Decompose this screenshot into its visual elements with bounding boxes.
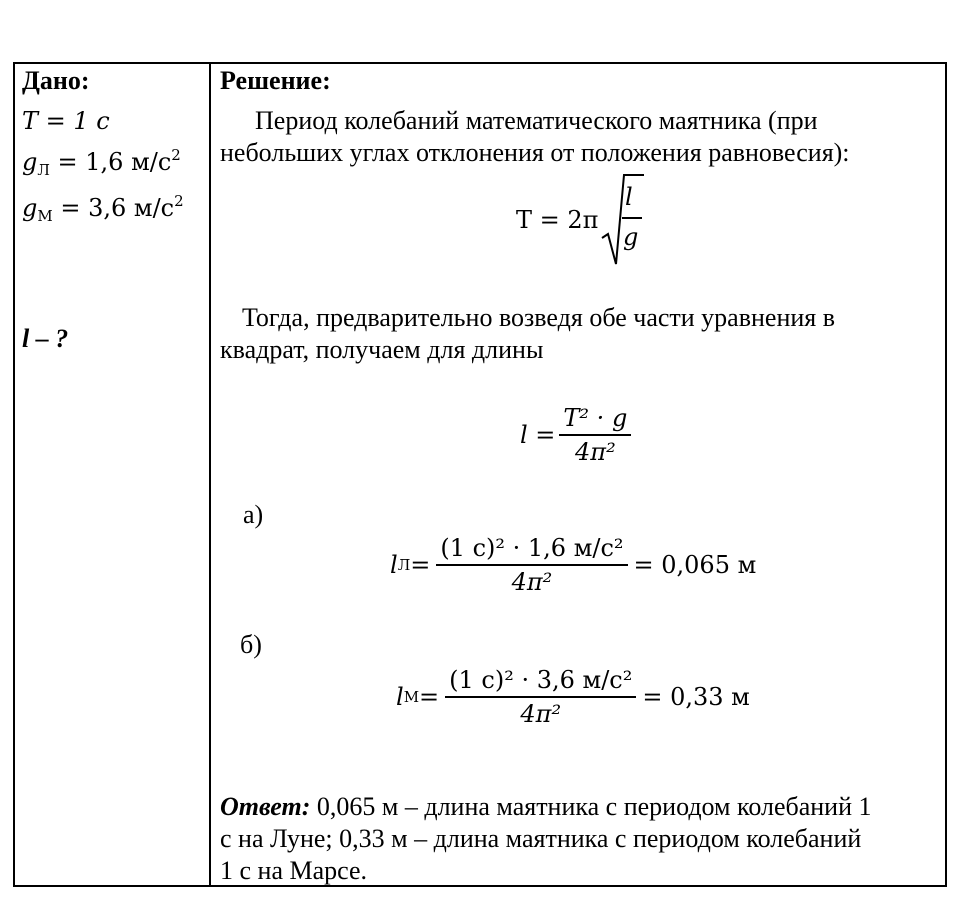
formula-moon-den: 4π² (511, 568, 553, 596)
given-g-mars: $g_М = 3,6$ $м/с^2$ (22, 192, 184, 225)
formula-mars-result: = 0,33 м (642, 683, 750, 711)
given-period: T = 1 с (22, 107, 110, 135)
answer-label: Ответ: (220, 792, 311, 821)
formula-mars: l М = $\frac{\text{(1 с)² · 3,6 м/с²}}{\text{4π²}}$ = 0,33 м (396, 666, 750, 728)
unknown-quantity: l – ? (22, 324, 69, 353)
formula-mars-num: (1 с)² · 3,6 м/с² (445, 664, 636, 698)
formula-period-left: T = 2π (516, 206, 599, 234)
paragraph-1-line-2: небольших углах отклонения от положения равновесия): (220, 138, 850, 167)
answer-line-1: Ответ: 0,065 м – длина маятника с периодом колебаний 1 (220, 792, 872, 821)
formula-period-num: l (625, 183, 633, 211)
formula-length: l = $\frac{\text{T² · g}}{\text{4π²}}$ (520, 400, 631, 470)
sqrt-sign (600, 172, 646, 268)
solution-table (13, 62, 947, 887)
formula-length-den: 4π² (575, 438, 616, 466)
formula-moon: l Л = $\frac{\text{(1 с)² · 1,6 м/с²}}{\text{4π²}}$ = 0,065 м (390, 534, 757, 596)
column-divider (209, 62, 211, 887)
paragraph-1-line-1: Период колебаний математического маятника (при (255, 106, 818, 135)
formula-mars-den: 4π² (520, 700, 562, 728)
given-header: Дано: (22, 66, 90, 95)
formula-length-num: T² · g (559, 402, 631, 436)
formula-period-den: g (623, 223, 639, 251)
paragraph-2-line-2: квадрат, получаем для длины (220, 335, 544, 364)
given-g-moon: $g_Л = 1,6$ $м/с^2$ (22, 146, 181, 179)
formula-moon-result: = 0,065 м (633, 551, 757, 579)
solution-header: Решение: (220, 66, 331, 95)
answer-line-2: с на Луне; 0,33 м – длина маятника с периодом колебаний (220, 824, 862, 853)
formula-moon-num: (1 с)² · 1,6 м/с² (436, 532, 627, 566)
answer-line-3: 1 с на Марсе. (220, 856, 368, 885)
paragraph-2-line-1: Тогда, предварительно возведя обе части уравнения в (242, 303, 836, 332)
case-b-label: б) (240, 630, 262, 659)
case-a-label: а) (243, 500, 264, 529)
